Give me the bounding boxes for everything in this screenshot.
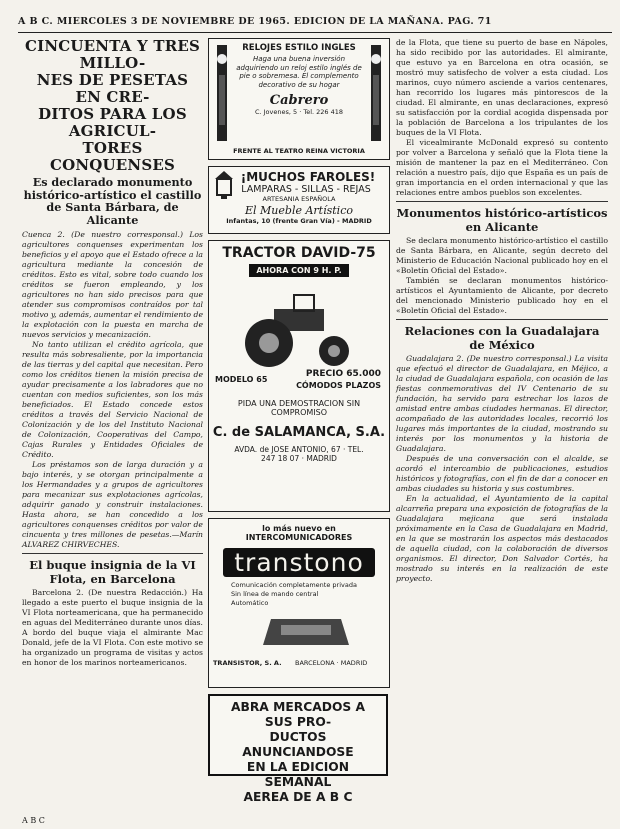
right-column xyxy=(396,38,608,813)
page-footer: A B C xyxy=(22,816,45,825)
intercom-brand: transtono xyxy=(223,548,375,577)
lanterns-ad-sub2: ARTESANIA ESPAÑOLA xyxy=(262,195,336,203)
article-paragraph: Los préstamos son de larga duración y a bajo interés, y se otorgan principalmente a los Hermandades y a grupos de agricultores para mecanizar sus explotaciones agrícolas, adquirir ganado y construir instalaciones. Hasta ahora, se han concedido a los agricultores conquenses créditos por valor de cincuenta y tres millones de pesetas.—Marín ALVAREZ CHIRVECHES. xyxy=(22,460,203,549)
tractor-icon xyxy=(239,291,359,371)
clocks-shop-name: Cabrero xyxy=(269,93,329,108)
abc-ad-line: ABRA MERCADOS A SUS PRO- xyxy=(230,700,366,729)
tractor-price: PRECIO 65.000 xyxy=(305,369,381,379)
clocks-address: C. Jovenes, 5 · Tel. 226 418 xyxy=(254,108,344,116)
lanterns-address: Infantas, 10 (frente Gran Vía) - MADRID xyxy=(226,217,372,225)
intercom-dealer: TRANSISTOR, S. A. xyxy=(213,659,282,667)
tractor-address: AVDA. de JOSE ANTONIO, 67 · TEL. 247 18 07 · MADRID xyxy=(234,445,364,463)
article-paragraph: Guadalajara 2. (De nuestro corresponsal.) La visita que efectuó el director de Guadalajara, en Méjico, a la ciudad de Guadalajara española, con ocasión de las fiestas conmemorativas del IV Centenario de su fundación, ha servido para estrechar los lazos de amistad entre ambas ciudades hermanas. El director, acompañado de las autoridades locales, recorrió los lugares más importantes de la ciudad, mostrando su interés por los monumentos y la historia de Guadalajara. xyxy=(396,354,608,453)
tractor-demo: PIDA UNA DEMOSTRACION SIN COMPROMISO xyxy=(237,399,361,417)
article-paragraph: En la actualidad, el Ayuntamiento de la capital alcarreña prepara una exposición de fotografías de la Guadalajara mejicana que será instalada próximamente en la Casa de Guadalajara en Madrid, en la que se mostrarán los aspectos más destacados de aquella ciudad, con la colaboración de diversos organismos. El director, Don Salvador Cortés, ha mostrado su interés en la realización de este proyecto. xyxy=(396,494,608,583)
page-header: A B C. MIERCOLES 3 DE NOVIEMBRE DE 1965. EDICION DE LA MAÑANA. PAG. 71 xyxy=(18,16,612,33)
abc-weekly-ad xyxy=(208,694,388,804)
headline-line: DITOS PARA LOS AGRICUL- xyxy=(38,105,187,140)
lanterns-ad-title: ¡MUCHOS FAROLES! xyxy=(240,170,376,184)
article-paragraph: Cuenca 2. (De nuestro corresponsal.) Los agricultores conquenses experimentan los beneficios y el apoyo que el Estado ofrece a la agricultura mediante la concesión de créditos. Esto es vital, sobre todo cuando los créditos se fueron empleando, y los agricultores no han sido precisos para que atender sus compromisos contraídos por tal motivo y, además, aumentar el rendimiento de la explotación con la puesta en marcha de nuevos servicios y mecanización. xyxy=(22,230,203,339)
article-paragraph: También se declaran monumentos histórico-artísticos el Ayuntamiento de Alicante, por decreto del mencionado Ministerio publicado hoy en el «Boletín Oficial del Estado». xyxy=(396,276,608,315)
article-paragraph: Barcelona 2. (De nuestra Redacción.) Ha llegado a este puerto el buque insignia de la VI Flota norteamericana, que ha permanecido en aguas del Mediterráneo durante unos días. A bordo del buque viaja el almirante Mac Donald, jefe de la VI Flota. Con este motivo se ha organizado un programa de visitas y actos en honor de los marinos norteamericanos. xyxy=(22,588,203,667)
grandfather-clock-icon xyxy=(215,45,229,141)
intercom-device-icon xyxy=(261,615,351,649)
main-headline xyxy=(22,38,203,174)
intercom-ad xyxy=(208,518,390,688)
article-paragraph: El vicealmirante McDonald expresó su contento por volver a Barcelona y señaló que la Flota tiene la misión de mantener la paz en el Mediterráneo. Con relación a nuestro país, dijo que España es un país de gran importancia en el orden internacional y que las relaciones entre ambos pueblos son excelentes. xyxy=(396,138,608,197)
abc-ad-line: AEREA DE A B C xyxy=(243,790,353,804)
clocks-ad-text: Haga una buena inversión adquiriendo un reloj estilo inglés de pie o sobremesa. El complemento decorativo de su hogar xyxy=(236,55,362,89)
middle-column xyxy=(208,38,390,818)
tractor-banner: AHORA CON 9 H. P. xyxy=(249,264,349,277)
intercom-feature: Comunicación completamente privada xyxy=(231,581,357,589)
intercom-address: BARCELONA · MADRID xyxy=(295,659,368,667)
article-headline: El buque insignia de la VI Flota, en Barcelona xyxy=(29,558,196,586)
article-paragraph: Se declara monumento histórico-artístico el castillo de Santa Bárbara, en Alicante, según decreto del Ministerio de Educación Nacional publicado hoy en el «Boletín Oficial del Estado». xyxy=(396,236,608,275)
left-column xyxy=(22,38,203,808)
tractor-ad-title: TRACTOR DAVID-75 xyxy=(222,245,376,261)
abc-ad-line: EN LA EDICION SEMANAL xyxy=(246,760,350,789)
article-headline: Relaciones con la Guadalajara de México xyxy=(404,324,600,352)
intercom-ad-top: lo más nuevo en INTERCOMUNICADORES xyxy=(245,524,353,542)
divider xyxy=(22,553,203,554)
clocks-ad-title: RELOJES ESTILO INGLES xyxy=(242,43,356,53)
tractor-ad xyxy=(208,240,390,512)
abc-ad-line: DUCTOS ANUNCIANDOSE xyxy=(242,730,354,759)
article-headline: Monumentos histórico-artísticos en Alicante xyxy=(396,206,608,234)
article-paragraph: Después de una conversación con el alcalde, se acordó el intercambio de publicaciones, estudios históricos y fotografías, con el fin de dar a conocer en ambas ciudades su historia y sus costumbres. xyxy=(396,454,608,493)
article-paragraph: de la Flota, que tiene su puerto de base en Nápoles, ha sido recibido por las autoridades. El almirante, que estuvo ya en Barcelona en otra ocasión, se mostró muy satisfecho de volver a esta ciudad. Los marinos, cuyo número asciende a varios centenares, han recorrido los lugares más pintorescos de la ciudad. El almirante, en unas declaraciones, expresó su satisfacción por la cordial acogida dispensada por la población de Barcelona a los tripulantes de los buques de la VI Flota. xyxy=(396,38,608,137)
tractor-company: C. de SALAMANCA, S.A. xyxy=(212,425,386,440)
headline-line: CINCUENTA Y TRES MILLO- xyxy=(24,37,201,72)
intercom-feature: Automático xyxy=(231,599,269,607)
lanterns-ad xyxy=(208,166,390,234)
tractor-model: MODELO 65 xyxy=(215,375,268,384)
lantern-icon xyxy=(213,171,235,199)
article-paragraph: No tanto utilizan el crédito agrícola, que resulta más sobresaliente, por la importancia de las tierras y del capital que necesitan. Pero como los créditos tienen la misión precisa de ayudar precisamente a los labradores que no cuentan con medios suficientes, son los más beneficiados. El Estado concede estos créditos a través del Servicio Nacional de Colonización y de los del Instituto Nacional de Colonización, Cooperativas del Campo, Cajas Rurales y Entidades Oficiales de Crédito. xyxy=(22,340,203,459)
divider xyxy=(396,319,608,320)
tractor-terms: CÓMODOS PLAZOS xyxy=(296,381,381,390)
lanterns-brand: El Mueble Artístico xyxy=(245,204,353,217)
headline-line: NES DE PESETAS EN CRE- xyxy=(36,71,189,106)
clocks-footer: FRENTE AL TEATRO REINA VICTORIA xyxy=(233,147,365,155)
clocks-ad xyxy=(208,38,390,160)
headline-line: TORES CONQUENSES xyxy=(49,139,176,174)
grandfather-clock-icon xyxy=(369,45,383,141)
intercom-feature: Sin línea de mando central xyxy=(231,590,319,598)
lanterns-ad-sub: LAMPARAS - SILLAS - REJAS xyxy=(241,184,371,195)
divider xyxy=(396,201,608,202)
subheadline: Es declarado monumento histórico-artístico el castillo de Santa Bárbara, de Alicante xyxy=(23,175,202,227)
